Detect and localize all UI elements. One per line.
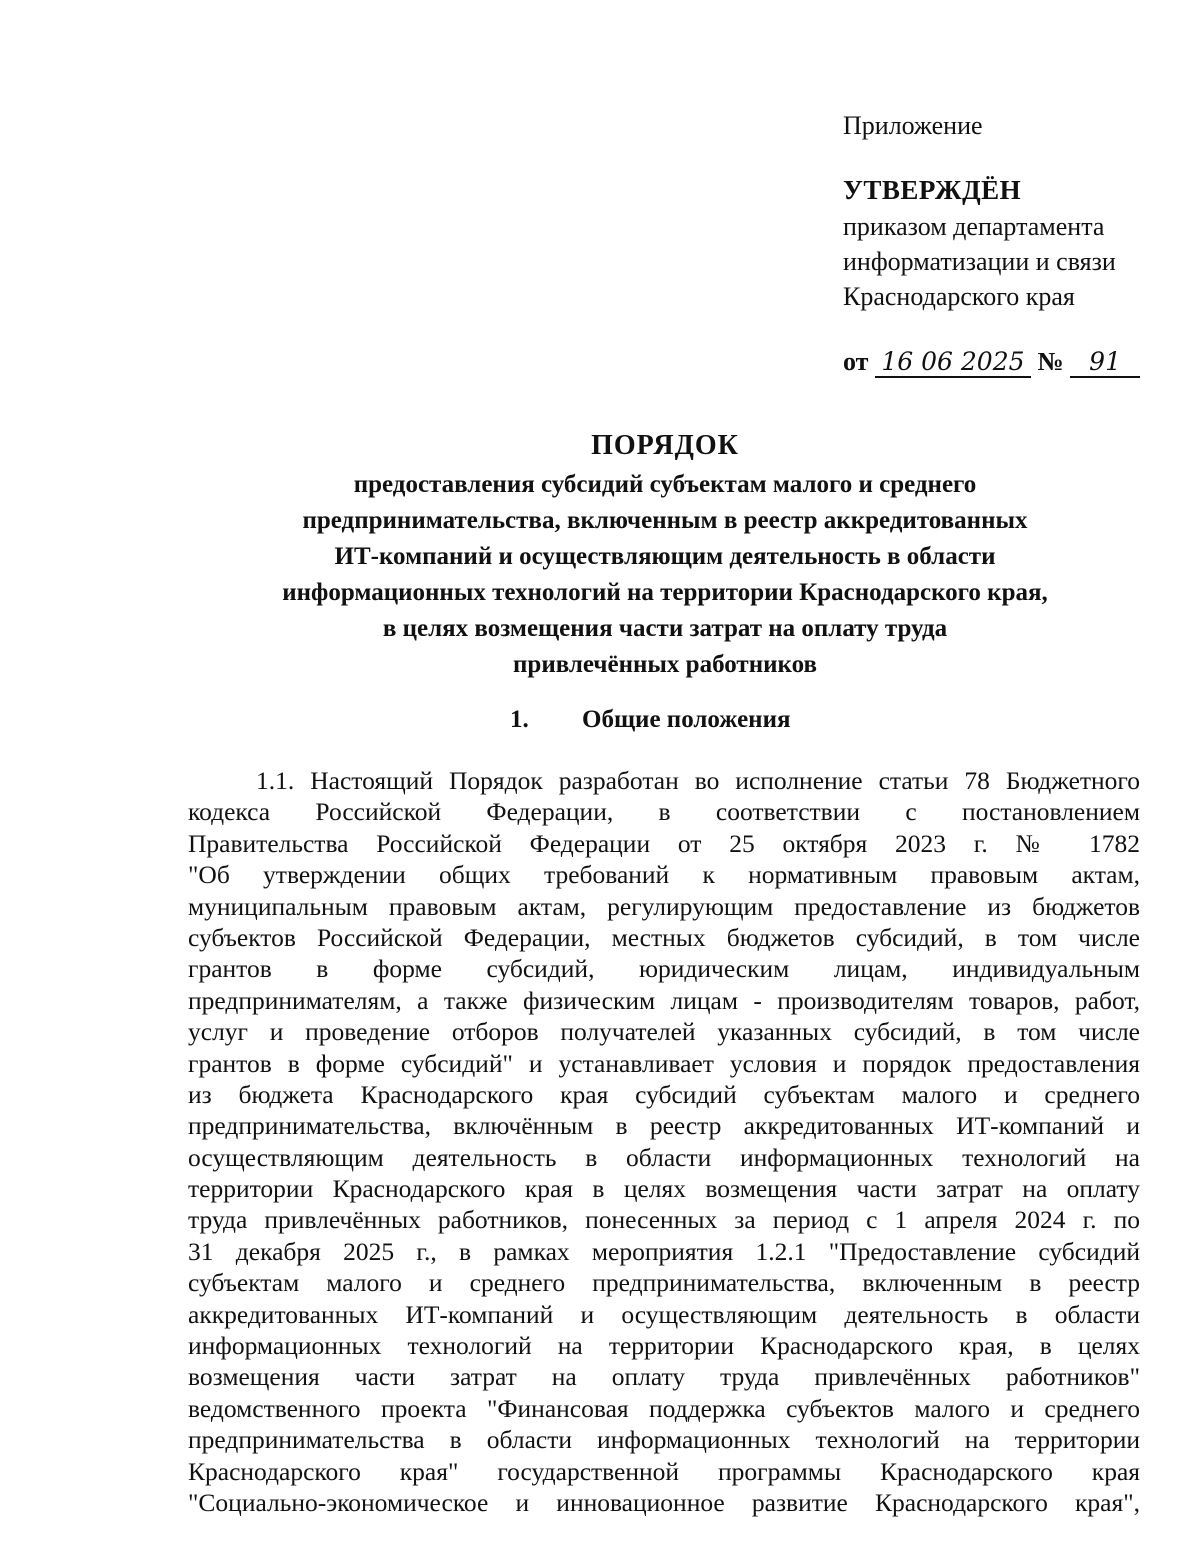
paragraph-line: "Социально-экономическое и инновационное развитие Краснодарского края", [188,1487,1140,1517]
paragraph-line: аккредитованных ИТ-компаний и осуществляющим деятельность в области [188,1299,1140,1329]
date-prefix: от [843,347,869,376]
handwritten-number: 91 [1070,348,1140,378]
paragraph-line: грантов в форме субсидий" и устанавливает условия и порядок предоставления [188,1048,1140,1078]
paragraph-line: территории Краснодарского края в целях возмещения части затрат на оплату [188,1174,1140,1204]
paragraph-line: 1.1. Настоящий Порядок разработан во исполнение статьи 78 Бюджетного [256,766,1140,795]
paragraph-line: субъектов Российской Федерации, местных бюджетов субсидий, в том числе [188,922,1140,952]
paragraph-line: муниципальным правовым актам, регулирующим предоставление из бюджетов [188,891,1140,921]
title-line: в целях возмещения части затрат на оплату труда [382,615,948,642]
document-title: ПОРЯДОК [591,430,739,461]
approval-block [843,108,1163,379]
paragraph-line: ведомственного проекта "Финансовая поддержка субъектов малого и среднего [188,1393,1140,1423]
paragraph-line: Правительства Российской Федерации от 25 октября 2023 г. № 1782 [188,828,1140,858]
paragraph-line: труда привлечённых работников, понесенных за период с 1 апреля 2024 г. по [188,1205,1140,1235]
paragraph-line: 31 декабря 2025 г., в рамках мероприятия 1.2.1 "Предоставление субсидий [188,1236,1140,1266]
paragraph-line: предпринимательства, включённым в реестр аккредитованных ИТ-компаний и [188,1111,1140,1141]
paragraph-line: из бюджета Краснодарского края субсидий субъектам малого и среднего [188,1079,1140,1109]
body-paragraph [188,765,1140,1518]
number-sign: № [1037,347,1064,376]
section-number: 1. [510,706,529,733]
paragraph-line: услуг и проведение отборов получателей указанных субсидий, в том числе [188,1017,1140,1047]
title-line: предпринимательства, включенным в реестр аккредитованных [302,507,1028,534]
document-title-block [190,425,1140,683]
title-line: привлечённых работников [513,651,817,678]
handwritten-date: 16 06 2025 [875,348,1031,378]
title-line: информационных технологий на территории Краснодарского края, [282,579,1048,606]
paragraph-line: осуществляющим деятельность в области информационных технологий на [188,1142,1140,1172]
paragraph-line: возмещения части затрат на оплату труда привлечённых работников" [188,1362,1140,1392]
paragraph-line: грантов в форме субсидий, юридическим лицам, индивидуальным [188,954,1140,984]
title-line: ИТ-компаний и осуществляющим деятельность в области [334,543,996,570]
approval-line: Краснодарского края [843,282,1075,311]
section-label: Общие положения [582,706,791,733]
approved-label: УТВЕРЖДЁН [843,175,1022,205]
section-heading [510,706,791,734]
paragraph-line: кодекса Российской Федерации, в соответствии с постановлением [188,797,1140,827]
paragraph-line: предпринимателям, а также физическим лицам - производителям товаров, работ, [188,985,1140,1015]
paragraph-line: "Об утверждении общих требований к нормативным правовым актам, [188,860,1140,890]
appendix-label: Приложение [843,111,983,140]
title-line: предоставления субсидий субъектам малого и среднего [353,471,977,498]
paragraph-line: информационных технологий на территории Краснодарского края, в целях [188,1331,1140,1361]
paragraph-line: предпринимательства в области информационных технологий на территории [188,1425,1140,1455]
approval-line: приказом департамента [843,212,1105,241]
order-date-number-line [843,344,1163,379]
paragraph-line: Краснодарского края" государственной программы Краснодарского края [188,1456,1140,1486]
paragraph-line: субъектам малого и среднего предпринимательства, включенным в реестр [188,1268,1140,1298]
approval-line: информатизации и связи [843,247,1116,276]
